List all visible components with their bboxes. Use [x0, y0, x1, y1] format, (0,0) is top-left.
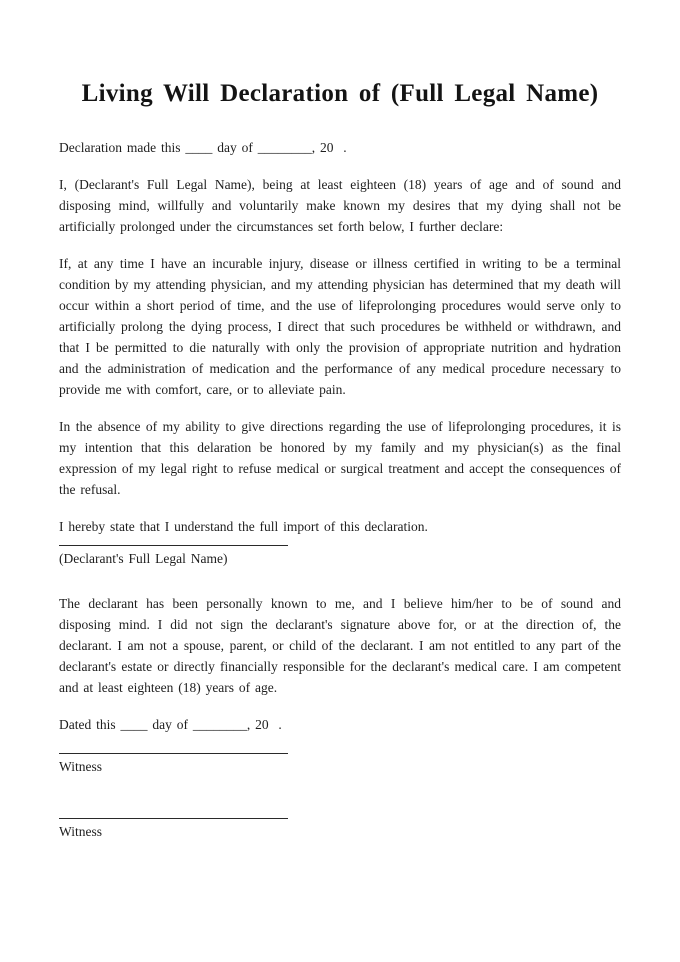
witness-attestation-paragraph: The declarant has been personally known to me, and I believe him/her to be of sound and disposing mind. I did not sign the declarant's signature above for, or at the direction of, the declarant. I am not a spouse, parent, or child of the declarant. I am not entitled to any part of the declarant's estate or directly financially responsible for the declarant's medical care. I am competent and at least eighteen (18) years of age.	[59, 596, 621, 695]
declaration-date-line: Declaration made this ____ day of ________, 20 .	[59, 140, 347, 155]
intention-paragraph: In the absence of my ability to give directions regarding the use of lifeprolonging procedures, it is my intention that this delaration be honored by my family and my physician(s) as the final expression of my legal right to refuse medical or surgical treatment and accept the consequences of the refusal.	[59, 419, 621, 497]
import-statement: I hereby state that I understand the full import of this declaration.	[59, 519, 428, 534]
terminal-condition-paragraph: If, at any time I have an incurable injury, disease or illness certified in writing to be a terminal condition by my attending physician, and my attending physician has determined that my death will occur within a short period of time, and the use of lifeprolonging procedures would serve only to artificially prolong the dying process, I direct that such procedures be withheld or withdrawn, and that I be permitted to die naturally with only the provision of appropriate nutrition and hydration and the administration of medication and the performance of any medical procedure necessary to provide me with comfort, care, or to alleviate pain.	[59, 256, 621, 397]
intro-paragraph: I, (Declarant's Full Legal Name), being at least eighteen (18) years of age and of sound and disposing mind, willfully and voluntarily make known my desires that my dying shall not be artificially prolonged under the circumstances set forth below, I further declare:	[59, 177, 621, 234]
witness-signature-block-2	[59, 818, 621, 842]
page-title: Living Will Declaration of (Full Legal Name)	[81, 80, 599, 107]
witness-label: Witness	[59, 824, 102, 839]
witness-label: Witness	[59, 759, 102, 774]
witness-signature-block-1	[59, 753, 621, 777]
dated-line: Dated this ____ day of ________, 20 .	[59, 717, 282, 732]
declarant-signature-block	[59, 545, 621, 569]
declarant-signature-label: (Declarant's Full Legal Name)	[59, 551, 228, 566]
